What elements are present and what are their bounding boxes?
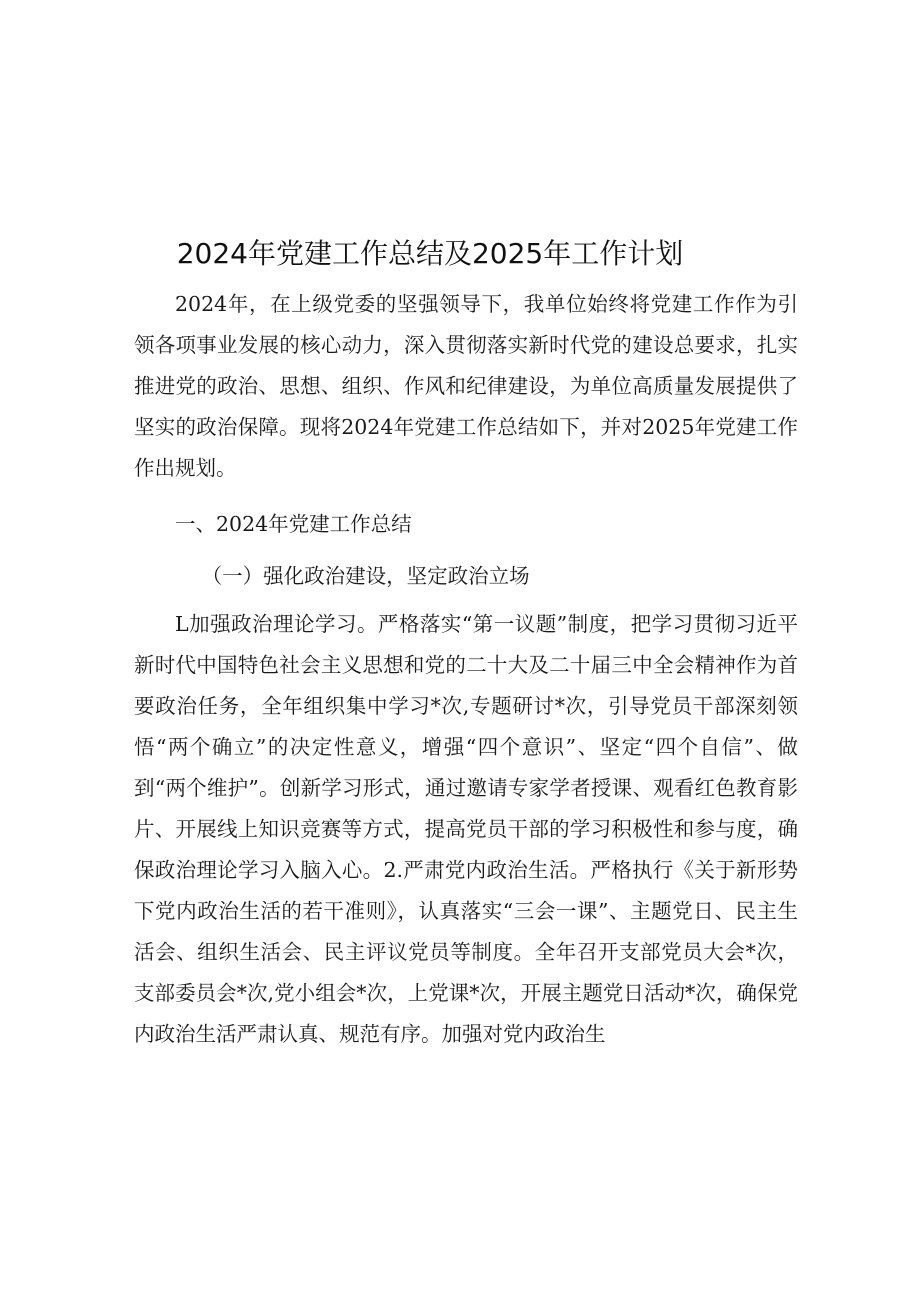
- section-heading: 一、2024年党建工作总结: [175, 512, 412, 536]
- body-paragraph: L加强政治理论学习。严格落实“第一议题”制度，把学习贯彻习近平新时代中国特色社会主义思想和党的二十大及二十届三中全会精神作为首要政治任务，全年组织集中学习*次,专题研讨*次，引导党员干部深刻领悟“两个确立”的决定性意义，增强“四个意识”、坚定“四个自信”、做到“两个维护”。创新学习形式，通过邀请专家学者授课、观看红色教育影片、开展线上知识竞赛等方式，提高党员干部的学习积极性和参与度，确保政治理论学习入脑入心。2.严肃党内政治生活。严格执行《关于新形势下党内政治生活的若干准则》，认真落实“三会一课”、主题党日、民主生活会、组织生活会、民主评议党员等制度。全年召开支部党员大会*次，支部委员会*次,党小组会*次，上党课*次，开展主题党日活动*次，确保党内政治生活严肃认真、规范有序。加强对党内政治生: [134, 612, 798, 1046]
- subsection-heading: （一）强化政治建设，坚定政治立场: [201, 564, 530, 588]
- intro-paragraph: 2024年，在上级党委的坚强领导下，我单位始终将党建工作作为引领各项事业发展的核心动力，深入贯彻落实新时代党的建设总要求，扎实推进党的政治、思想、组织、作风和纪律建设，为单位高质量发展提供了坚实的政治保障。现将2024年党建工作总结如下，并对2025年党建工作作出规划。: [134, 292, 798, 480]
- document-title: 2024年党建工作总结及2025年工作计划: [176, 237, 684, 270]
